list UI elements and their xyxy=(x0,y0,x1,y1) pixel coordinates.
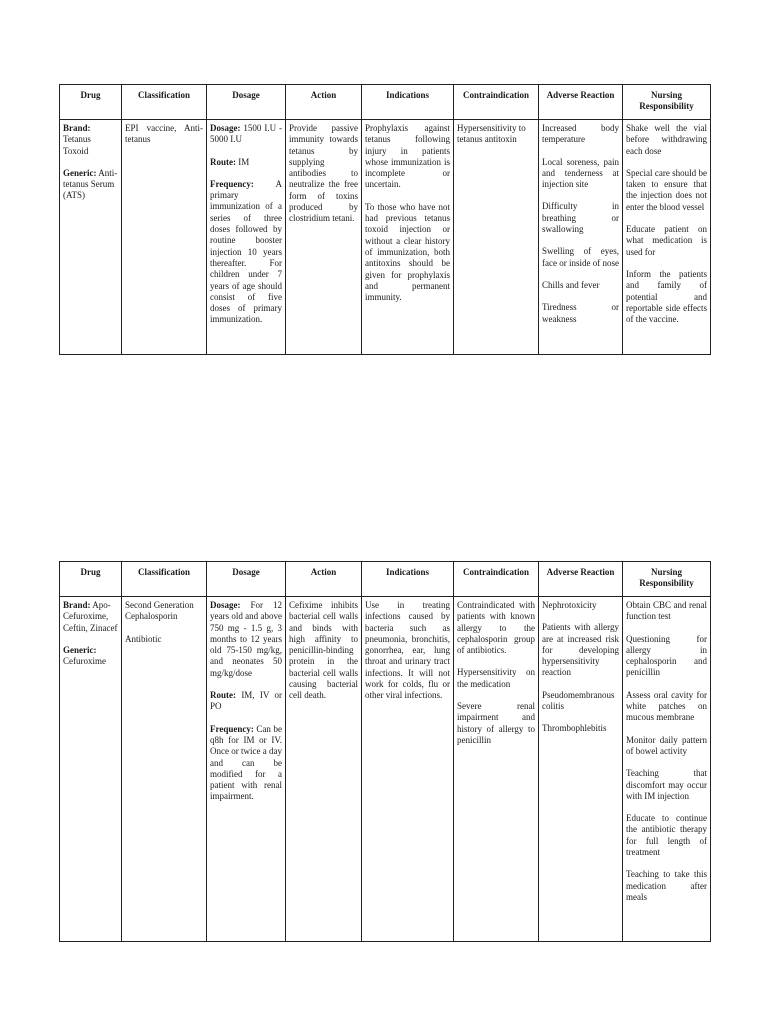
dosage-cell xyxy=(207,597,286,942)
indication-text: Prophylaxis against tetanus following injury in patients whose immunization is incomplete or uncertain. xyxy=(365,123,450,190)
frequency-block: Frequency: Can be q8h for IM or IV. Once or twice a day and can be modified for a patient with renal impairment. xyxy=(210,723,282,802)
contraindication-text: Contraindicated with patients with known allergy to the cephalosporin group of antibiotics. xyxy=(457,600,535,656)
header-drug: Drug xyxy=(60,562,122,597)
classification-text: Second Generation Cephalosporin xyxy=(125,600,194,622)
nursing-responsibility-text: Monitor daily pattern of bowel activity xyxy=(626,734,707,756)
adverse-reaction-text: Patients with allergy are at increased risk for developing hypersensitivity reaction xyxy=(542,622,619,678)
generic-label: Generic xyxy=(63,644,94,655)
action-cell xyxy=(286,597,362,942)
brand-value: Tetanus Toxoid xyxy=(63,134,91,156)
nursing-responsibility-text: Teaching to take this medication after meals xyxy=(626,869,707,902)
header-adverse-reaction: Adverse Reaction xyxy=(539,562,623,597)
dosage-label: Dosage xyxy=(210,600,238,610)
generic-block: Generic: Cefuroxime xyxy=(63,644,106,667)
indication-text: To those who have not had previous tetanus toxoid injection or without a clear history of immunization, both antitoxins should be given for prophylaxis and permanent immunity. xyxy=(365,201,450,303)
adverse-reaction-text: Nephrotoxicity xyxy=(542,600,597,610)
frequency-value: Can be q8h for IM or IV. Once or twice a day and can be modified for a patient with renal impairment. xyxy=(210,723,282,802)
dosage-block: Dosage: For 12 years old and above 750 mg - 1.5 g, 3 months to 12 years old 75-150 mg/kg, and neonates 50 mg/kg/dose xyxy=(210,600,282,678)
frequency-label: Frequency xyxy=(210,178,251,189)
dosage-block: Dosage: 1500 I.U - 5000 I.U xyxy=(210,123,282,145)
header-drug: Drug xyxy=(60,85,122,120)
contraindication-cell xyxy=(454,120,539,355)
classification-text: EPI vaccine, Anti-tetanus xyxy=(125,123,203,145)
table-header-row xyxy=(60,562,711,597)
brand-label: Brand xyxy=(63,123,88,133)
contraindication-cell xyxy=(454,597,539,942)
frequency-block: Frequency: A primary immunization of a series of three doses followed by routine booster injection 10 years thereafter. For children under 7 years of age should consist of five doses of primary immunization. xyxy=(210,178,282,325)
frequency-value: A primary immunization of a series of three doses followed by routine booster injection 10 years thereafter. For children under 7 years of age should consist of five doses of primary immunization. xyxy=(210,178,282,325)
nursing-responsibility-cell xyxy=(623,120,711,355)
adverse-reaction-text: Local soreness, pain and tenderness at injection site xyxy=(542,156,619,190)
dosage-cell xyxy=(207,120,286,355)
adverse-reaction-text: Increased body temperature xyxy=(542,123,619,145)
dosage-label: Dosage xyxy=(210,123,238,133)
nursing-responsibility-text: Questioning for allergy in cephalosporin and penicillin xyxy=(626,633,707,678)
indications-cell xyxy=(362,120,454,355)
header-nursing-responsibility: Nursing Responsibility xyxy=(623,85,711,120)
classification-text: Antibiotic xyxy=(125,633,162,644)
nursing-responsibility-text: Inform the patients and family of potential and reportable side effects of the vaccine. xyxy=(626,268,707,325)
route-value: IM, IV or PO xyxy=(210,690,282,712)
drug-cell xyxy=(60,120,122,355)
nursing-responsibility-text: Obtain CBC and renal function test xyxy=(626,600,707,622)
nursing-responsibility-text: Assess oral cavity for white patches on mucous membrane xyxy=(626,689,707,723)
nursing-responsibility-cell xyxy=(623,597,711,942)
nursing-responsibility-text: Teaching that discomfort may occur with IM injection xyxy=(626,768,707,801)
nursing-responsibility-text: Shake well the vial before withdrawing each dose xyxy=(626,123,707,156)
generic-label: Generic xyxy=(63,167,94,178)
dosage-value: For 12 years old and above 750 mg - 1.5 g, 3 months to 12 years old 75-150 mg/kg, and neonates 50 mg/kg/dose xyxy=(210,600,282,678)
drug-study-table-1 xyxy=(59,84,711,355)
route-block: Route: IM, IV or PO xyxy=(210,690,282,712)
contraindication-text: Hypersensitivity on the medication xyxy=(457,667,535,689)
adverse-reaction-text: Difficulty in breathing or swallowing xyxy=(542,201,619,235)
adverse-reaction-text: Thrombophlebitis xyxy=(542,723,607,734)
header-contraindication: Contraindication xyxy=(454,85,539,120)
generic-value: Cefuroxime xyxy=(63,656,106,667)
nursing-responsibility-text: Educate to continue the antibiotic therapy for full length of treatment xyxy=(626,813,707,858)
header-dosage: Dosage xyxy=(207,85,286,120)
brand-label: Brand xyxy=(63,600,88,610)
header-adverse-reaction: Adverse Reaction xyxy=(539,85,623,120)
contraindication-text: Hypersensitivity to tetanus antitoxin xyxy=(457,123,526,145)
action-cell xyxy=(286,120,362,355)
generic-block: Generic: Anti-tetanus Serum (ATS) xyxy=(63,167,118,201)
indication-text: Use in treating infections caused by bacteria such as pneumonia, bronchitis, gonorrhea, ear, lung throat and urinary tract infections. It will not work for colds, flu or other viral infections. xyxy=(365,600,450,701)
route-label: Route xyxy=(210,156,233,167)
action-text: Cefixime inhibits bacterial cell walls and binds with high affinity to penicillin-binding protein in the bacterial cell walls causing bacterial cell death. xyxy=(289,600,358,701)
brand-block: Brand: Tetanus Toxoid xyxy=(63,123,91,156)
table-row xyxy=(60,597,711,942)
brand-value: Apo-Cefuroxime, Ceftin, Zinacef xyxy=(63,600,118,633)
header-action: Action xyxy=(286,562,362,597)
drug-cell xyxy=(60,597,122,942)
adverse-reaction-cell xyxy=(539,120,623,355)
classification-cell xyxy=(122,120,207,355)
nursing-responsibility-text: Educate patient on what medication is used for xyxy=(626,224,707,257)
table-header-row xyxy=(60,85,711,120)
table-row xyxy=(60,120,711,355)
frequency-label: Frequency xyxy=(210,723,251,734)
header-indications: Indications xyxy=(362,562,454,597)
adverse-reaction-text: Swelling of eyes, face or inside of nose xyxy=(542,246,619,268)
dosage-value: 1500 I.U - 5000 I.U xyxy=(210,123,282,145)
route-block: Route: IM xyxy=(210,156,250,167)
nursing-responsibility-text: Special care should be taken to ensure that the injection does not enter the blood vessel xyxy=(626,167,707,212)
header-action: Action xyxy=(286,85,362,120)
adverse-reaction-text: Chills and fever xyxy=(542,279,600,290)
header-contraindication: Contraindication xyxy=(454,562,539,597)
header-classification: Classification xyxy=(122,85,207,120)
header-nursing-responsibility: Nursing Responsibility xyxy=(623,562,711,597)
route-value: IM xyxy=(238,156,250,167)
header-classification: Classification xyxy=(122,562,207,597)
brand-block: Brand: Apo-Cefuroxime, Ceftin, Zinacef xyxy=(63,600,118,633)
contraindication-text: Severe renal impairment and history of allergy to penicillin xyxy=(457,701,535,745)
classification-cell xyxy=(122,597,207,942)
route-label: Route xyxy=(210,690,233,701)
adverse-reaction-cell xyxy=(539,597,623,942)
adverse-reaction-text: Tiredness or weakness xyxy=(542,302,619,324)
generic-value: Anti-tetanus Serum (ATS) xyxy=(63,167,118,201)
drug-study-table-2 xyxy=(59,561,711,942)
header-dosage: Dosage xyxy=(207,562,286,597)
header-indications: Indications xyxy=(362,85,454,120)
indications-cell xyxy=(362,597,454,942)
action-text: Provide passive immunity towards tetanus by supplying antibodies to neutralize the free form of toxins produced by clostridium tetani. xyxy=(289,123,358,224)
adverse-reaction-text: Pseudomembranous colitis xyxy=(542,689,615,712)
